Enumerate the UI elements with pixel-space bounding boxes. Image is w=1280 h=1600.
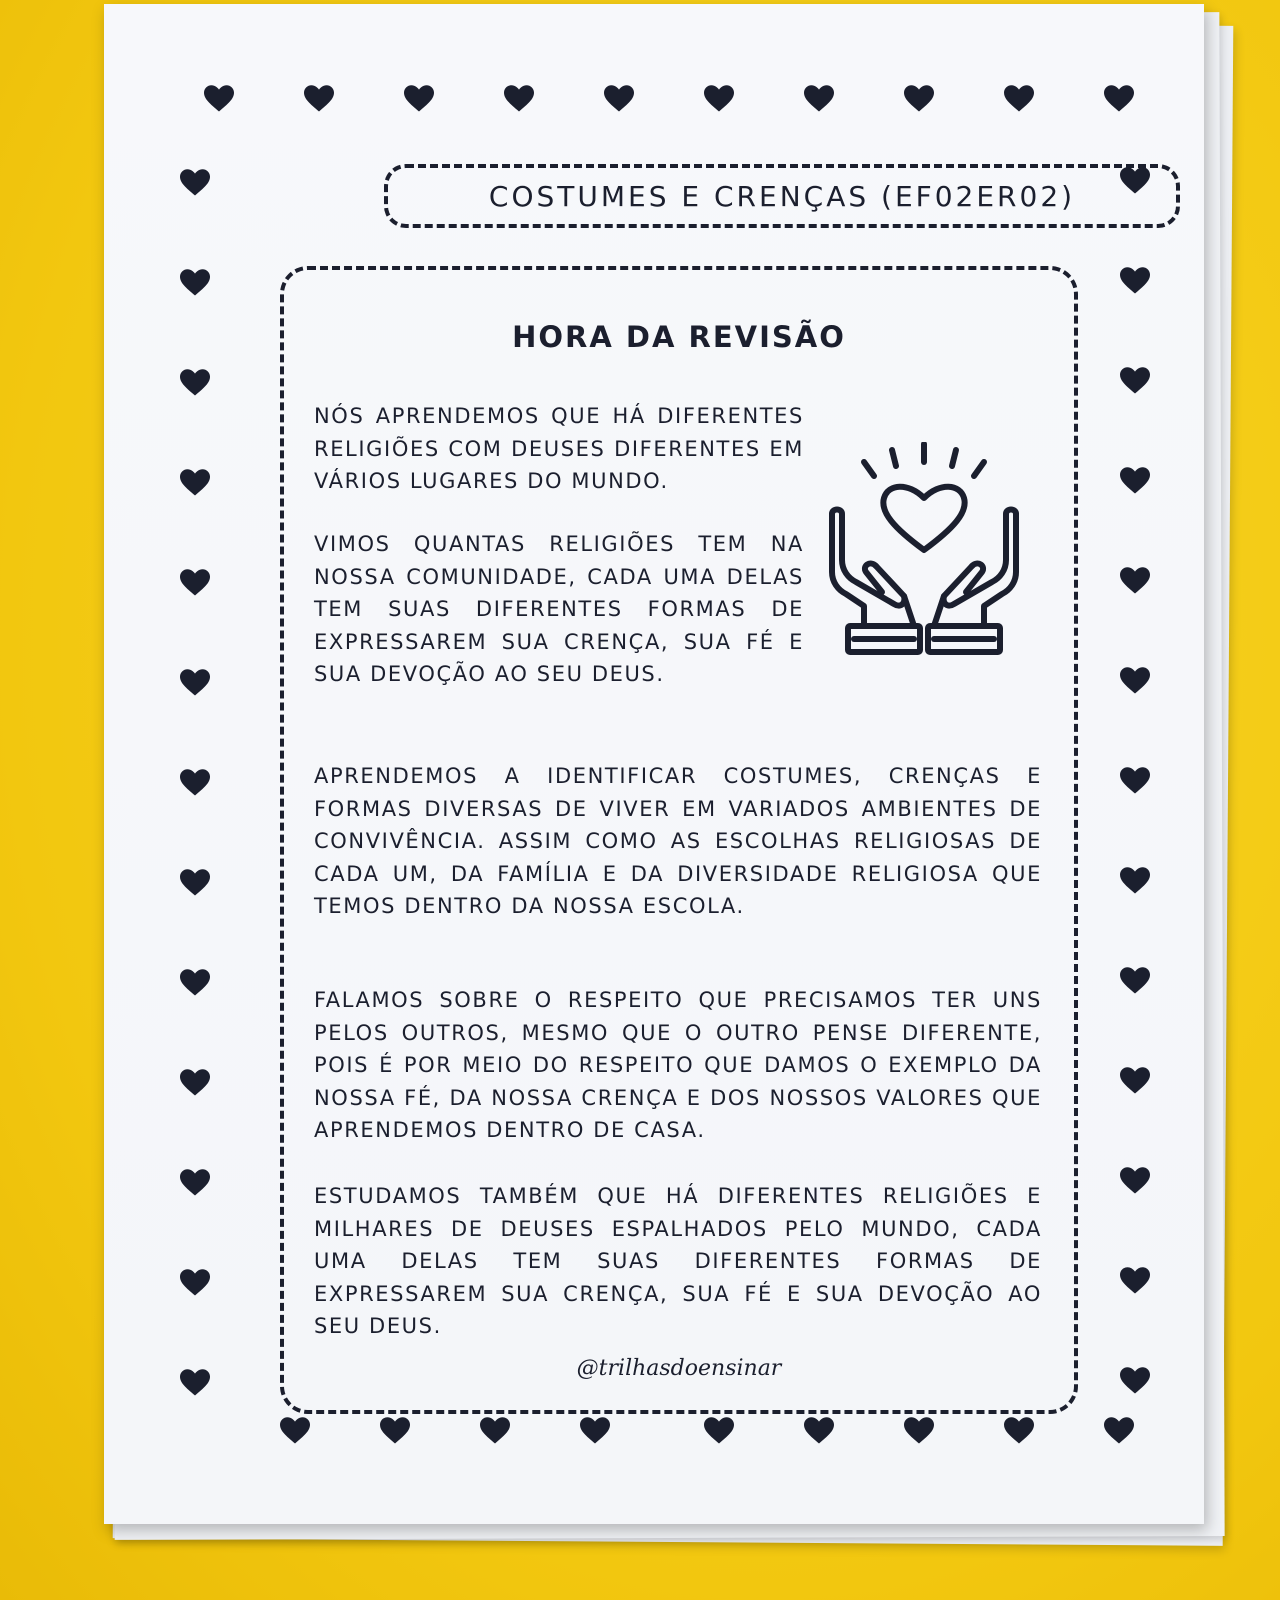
author-watermark: @trilhasdoensinar	[576, 1356, 782, 1381]
heart-icon	[180, 1268, 210, 1298]
section-subtitle: HORA DA REVISÃO	[512, 320, 846, 354]
heart-icon	[180, 868, 210, 898]
heart-icon	[1120, 666, 1150, 696]
heart-icon	[180, 668, 210, 698]
heart-icon	[180, 1068, 210, 1098]
heart-icon	[404, 84, 434, 114]
heart-icon	[480, 1416, 510, 1446]
paragraph-5: ESTUDAMOS TAMBÉM QUE HÁ DIFERENTES RELIGIÕES E MILHARES DE DEUSES ESPALHADOS PELO MUNDO, CADA UMA DELAS TEM SUAS DIFERENTES FORMAS DE EXPRESSAREM SUA CRENÇA, SUA FÉ E SUA DEVOÇÃO AO SEU DEUS.	[314, 1184, 1042, 1338]
heart-icon	[1120, 366, 1150, 396]
heart-icon	[180, 768, 210, 798]
heart-icon	[904, 1416, 934, 1446]
worksheet-title: COSTUMES E CRENÇAS (EF02ER02)	[488, 179, 1076, 213]
heart-icon	[280, 1416, 310, 1446]
heart-icon	[1120, 466, 1150, 496]
heart-icon	[180, 968, 210, 998]
heart-icon	[904, 84, 934, 114]
heart-icon	[1120, 966, 1150, 996]
heart-icon	[1120, 1266, 1150, 1296]
heart-icon	[304, 84, 334, 114]
title-box	[384, 164, 1180, 228]
heart-icon	[180, 168, 210, 198]
heart-icon	[1120, 1166, 1150, 1196]
heart-icon	[180, 1368, 210, 1398]
heart-icon	[1120, 866, 1150, 896]
heart-icon	[1104, 1416, 1134, 1446]
heart-icon	[204, 84, 234, 114]
heart-icon	[380, 1416, 410, 1446]
paragraph-4: FALAMOS SOBRE O RESPEITO QUE PRECISAMOS TER UNS PELOS OUTROS, MESMO QUE O OUTRO PENSE DIFERENTE, POIS É POR MEIO DO RESPEITO QUE DAMOS O EXEMPLO DA NOSSA FÉ, DA NOSSA CRENÇA E DOS NOSSOS VALORES QUE APRENDEMOS DENTRO DE CASA.	[314, 988, 1042, 1142]
heart-icon	[180, 268, 210, 298]
heart-icon	[1120, 1066, 1150, 1096]
heart-icon	[1120, 1366, 1150, 1396]
hands-holding-heart-icon	[824, 442, 1034, 662]
heart-icon	[1120, 766, 1150, 796]
heart-icon	[804, 1416, 834, 1446]
heart-icon	[504, 84, 534, 114]
review-content-box	[280, 266, 1078, 1414]
paragraph-1: NÓS APRENDEMOS QUE HÁ DIFERENTES RELIGIÕES COM DEUSES DIFERENTES EM VÁRIOS LUGARES DO MUNDO.	[314, 404, 804, 493]
heart-icon	[1120, 566, 1150, 596]
paragraph-3: APRENDEMOS A IDENTIFICAR COSTUMES, CRENÇAS E FORMAS DIVERSAS DE VIVER EM VARIADOS AMBIENTES DE CONVIVÊNCIA. ASSIM COMO AS ESCOLHAS RELIGIOSAS DE CADA UM, DA FAMÍLIA E DA DIVERSIDADE RELIGIOSA QUE TEMOS DENTRO DA NOSSA ESCOLA.	[314, 764, 1042, 918]
heart-icon	[804, 84, 834, 114]
heart-icon	[604, 84, 634, 114]
heart-icon	[1004, 84, 1034, 114]
heart-icon	[180, 568, 210, 598]
heart-icon	[1120, 266, 1150, 296]
paragraph-2: VIMOS QUANTAS RELIGIÕES TEM NA NOSSA COMUNIDADE, CADA UMA DELAS TEM SUAS DIFERENTES FORMAS DE EXPRESSAREM SUA CRENÇA, SUA FÉ E SUA DEVOÇÃO AO SEU DEUS.	[314, 532, 804, 686]
heart-icon	[180, 468, 210, 498]
heart-icon	[580, 1416, 610, 1446]
heart-icon	[180, 1168, 210, 1198]
heart-icon	[1104, 84, 1134, 114]
heart-icon	[1004, 1416, 1034, 1446]
heart-icon	[180, 368, 210, 398]
heart-icon	[704, 1416, 734, 1446]
heart-icon	[704, 84, 734, 114]
